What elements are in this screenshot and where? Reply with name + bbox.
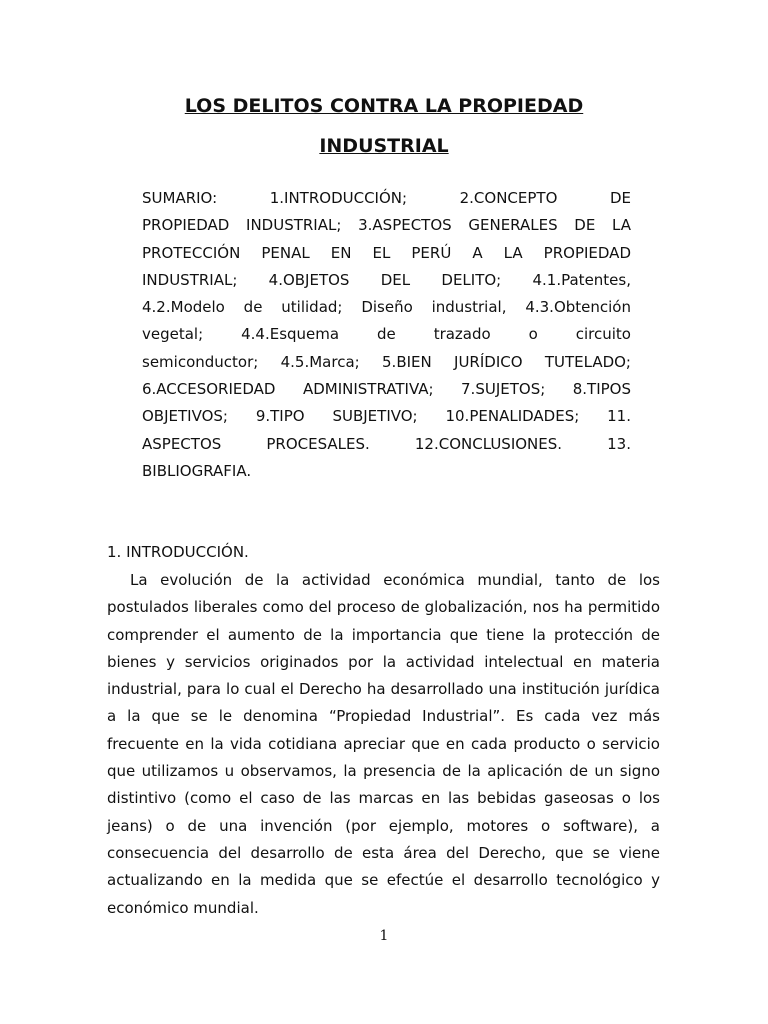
summary-line: ASPECTOS PROCESALES. 12.CONCLUSIONES. 13. <box>142 434 631 453</box>
summary-line: INDUSTRIAL; 4.OBJETOS DEL DELITO; 4.1.Patentes, <box>142 270 631 289</box>
paragraph-line: La evolución de la actividad económica mundial, tanto de los <box>130 571 660 589</box>
paragraph-line: jeans) o de una invención (por ejemplo, motores o software), a <box>107 816 660 835</box>
paragraph-line: económico mundial. <box>107 898 259 917</box>
section-heading: 1. INTRODUCCIÓN. <box>107 543 249 561</box>
paragraph-line: bienes y servicios originados por la actividad intelectual en materia <box>107 652 660 671</box>
title-line: INDUSTRIAL <box>319 135 449 157</box>
summary-line: semiconductor; 4.5.Marca; 5.BIEN JURÍDICO TUTELADO; <box>142 352 631 371</box>
summary-line: 4.2.Modelo de utilidad; Diseño industrial, 4.3.Obtención <box>142 298 631 317</box>
paragraph-line: comprender el aumento de la importancia que tiene la protección de <box>107 625 660 644</box>
page-number: 1 <box>379 928 389 944</box>
paragraph-line: frecuente en la vida cotidiana apreciar que en cada producto o servicio <box>107 734 660 753</box>
body-paragraph <box>107 567 660 922</box>
summary-line: BIBLIOGRAFIA. <box>142 461 252 480</box>
summary-line: PROPIEDAD INDUSTRIAL; 3.ASPECTOS GENERALES DE LA <box>142 216 631 235</box>
paragraph-line: actualizando en la medida que se efectúe el desarrollo tecnológico y <box>107 871 660 890</box>
paragraph-line: consecuencia del desarrollo de esta área del Derecho, que se viene <box>107 843 660 862</box>
paragraph-line: que utilizamos u observamos, la presencia de la aplicación de un signo <box>107 762 660 781</box>
paragraph-line: postulados liberales como del proceso de globalización, nos ha permitido <box>107 598 660 617</box>
summary-line: OBJETIVOS; 9.TIPO SUBJETIVO; 10.PENALIDADES; 11. <box>142 407 631 426</box>
summary-line: SUMARIO: 1.INTRODUCCIÓN; 2.CONCEPTO DE <box>142 189 631 207</box>
paragraph-line: industrial, para lo cual el Derecho ha desarrollado una institución jurídica <box>107 680 660 699</box>
summary-line: 6.ACCESORIEDAD ADMINISTRATIVA; 7.SUJETOS; 8.TIPOS <box>142 380 631 399</box>
paragraph-line: distintivo (como el caso de las marcas en las bebidas gaseosas o los <box>107 789 660 808</box>
title-line: LOS DELITOS CONTRA LA PROPIEDAD <box>184 95 584 117</box>
paragraph-line: a la que se le denomina “Propiedad Industrial”. Es cada vez más <box>107 707 660 726</box>
summary-block <box>142 185 631 485</box>
summary-line: PROTECCIÓN PENAL EN EL PERÚ A LA PROPIEDAD <box>142 243 631 262</box>
summary-line: vegetal; 4.4.Esquema de trazado o circuito <box>142 325 631 344</box>
document-title <box>100 86 668 166</box>
